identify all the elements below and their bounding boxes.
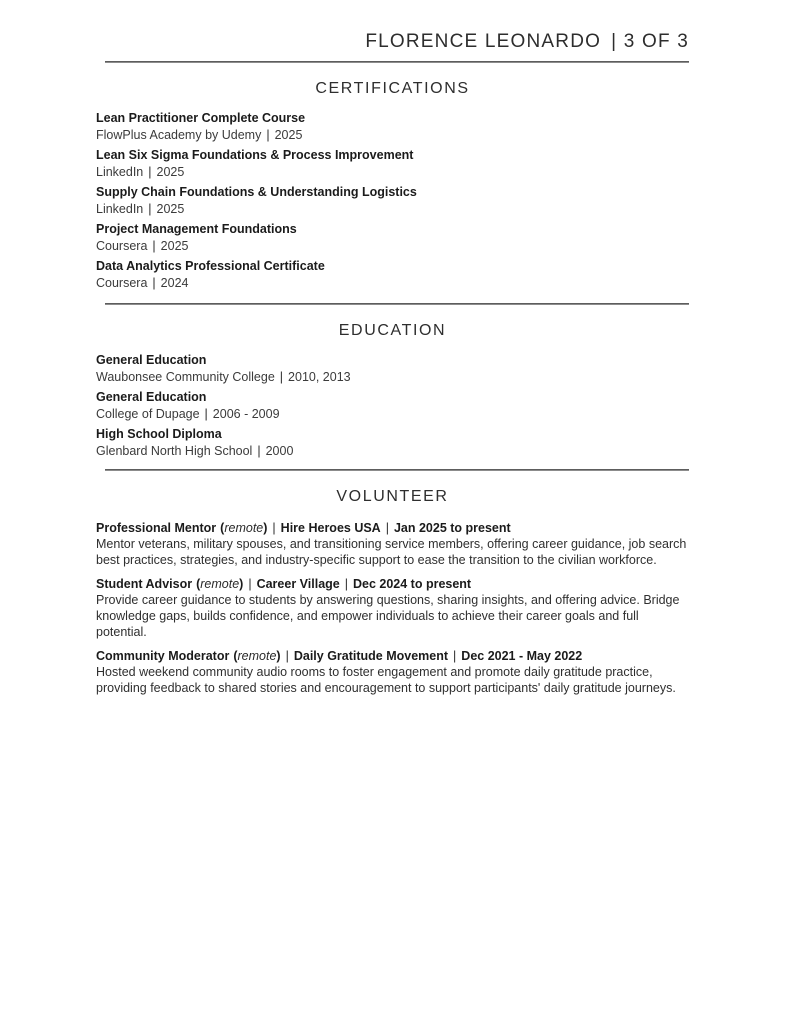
education-title: High School Diploma (96, 427, 222, 441)
pipe-separator: | (152, 239, 156, 253)
section-rule-volunteer (105, 469, 689, 471)
header-name (96, 30, 689, 53)
education-entry (96, 427, 689, 459)
volunteer-mode: remote (224, 521, 264, 535)
education-list (96, 353, 689, 459)
certification-year: 2024 (160, 276, 189, 290)
paren-close: ) (263, 521, 268, 535)
volunteer-description: Hosted weekend community audio rooms to foster engagement and promote daily gratitude practice, providing feedback to shared stories and encouragement to support participants' daily gratitude journeys. (96, 665, 676, 695)
certification-title: Lean Practitioner Complete Course (96, 111, 306, 125)
certification-entry (96, 111, 689, 143)
pipe-separator: | (385, 521, 389, 535)
certification-title: Data Analytics Professional Certificate (96, 259, 325, 273)
certification-entry (96, 222, 689, 254)
education-dates: 2000 (265, 444, 294, 458)
education-detail (96, 444, 689, 459)
pipe-separator: | (148, 165, 152, 179)
certification-title: Supply Chain Foundations & Understanding Logistics (96, 185, 417, 199)
pipe-separator: | (285, 649, 289, 663)
header-name-text: FLORENCE LEONARDO (365, 31, 602, 52)
paren-close: ) (276, 649, 281, 663)
certification-title: Lean Six Sigma Foundations & Process Improvement (96, 148, 414, 162)
certification-entry (96, 259, 689, 291)
certification-year: 2025 (156, 202, 185, 216)
certification-year: 2025 (274, 128, 303, 142)
pipe-separator: | (344, 577, 348, 591)
section-certifications (96, 79, 689, 291)
volunteer-role: Professional Mentor (96, 521, 217, 535)
volunteer-heading: VOLUNTEER (336, 488, 449, 505)
volunteer-mode: remote (237, 649, 277, 663)
education-school: College of Dupage (96, 407, 200, 421)
education-school: Waubonsee Community College (96, 370, 275, 384)
certification-entry (96, 185, 689, 217)
certification-detail (96, 239, 689, 254)
volunteer-dates: Dec 2021 - May 2022 (461, 649, 583, 663)
header-rule (105, 61, 689, 63)
volunteer-entry (96, 576, 689, 640)
header-page-indicator: | 3 OF 3 (611, 31, 689, 52)
volunteer-org: Daily Gratitude Movement (293, 649, 449, 663)
volunteer-title-line (96, 648, 689, 664)
volunteer-role: Student Advisor (96, 577, 193, 591)
certification-year: 2025 (160, 239, 189, 253)
certification-org: Coursera (96, 276, 148, 290)
volunteer-description: Mentor veterans, military spouses, and transitioning service members, offering career guidance, job search best practices, strategies, and industry-specific support to ease the transition to the civilian workforce. (96, 537, 687, 567)
section-volunteer (96, 487, 689, 696)
volunteer-entry (96, 520, 689, 568)
volunteer-role: Community Moderator (96, 649, 230, 663)
pipe-separator: | (266, 128, 270, 142)
volunteer-title-line (96, 520, 689, 536)
volunteer-description: Provide career guidance to students by answering questions, sharing insights, and offering advice. Bridge knowledge gaps, builds confidence, and empower individuals to achieve their career goals and full potential. (96, 593, 680, 639)
certification-org: Coursera (96, 239, 148, 253)
volunteer-list (96, 520, 689, 696)
certification-detail (96, 165, 689, 180)
pipe-separator: | (272, 521, 276, 535)
education-school: Glenbard North High School (96, 444, 253, 458)
certification-year: 2025 (156, 165, 185, 179)
volunteer-title-line (96, 576, 689, 592)
certification-detail (96, 276, 689, 291)
certifications-heading: CERTIFICATIONS (315, 80, 470, 97)
certification-title: Project Management Foundations (96, 222, 297, 236)
volunteer-dates: Jan 2025 to present (393, 521, 511, 535)
paren-close: ) (239, 577, 244, 591)
certification-org: LinkedIn (96, 202, 144, 216)
certification-detail (96, 128, 689, 143)
paren-open: ( (220, 521, 225, 535)
volunteer-mode: remote (200, 577, 240, 591)
pipe-separator: | (453, 649, 457, 663)
section-education (96, 321, 689, 459)
education-title: General Education (96, 353, 207, 367)
certification-org: LinkedIn (96, 165, 144, 179)
education-entry (96, 390, 689, 422)
pipe-separator: | (148, 202, 152, 216)
pipe-separator: | (152, 276, 156, 290)
volunteer-org: Career Village (256, 577, 340, 591)
paren-open: ( (196, 577, 201, 591)
education-heading: EDUCATION (338, 322, 447, 339)
certification-org: FlowPlus Academy by Udemy (96, 128, 262, 142)
education-detail (96, 407, 689, 422)
volunteer-org: Hire Heroes USA (280, 521, 381, 535)
paren-open: ( (233, 649, 238, 663)
education-title: General Education (96, 390, 207, 404)
pipe-separator: | (248, 577, 252, 591)
pipe-separator: | (204, 407, 208, 421)
certifications-list (96, 111, 689, 291)
education-entry (96, 353, 689, 385)
certification-entry (96, 148, 689, 180)
section-rule-education (105, 303, 689, 305)
pipe-separator: | (279, 370, 284, 384)
volunteer-dates: Dec 2024 to present (352, 577, 472, 591)
volunteer-entry (96, 648, 689, 696)
pipe-separator: | (257, 444, 261, 458)
education-dates: 2006 - 2009 (212, 407, 280, 421)
certification-detail (96, 202, 689, 217)
education-dates: 2010, 2013 (288, 370, 351, 384)
education-detail (96, 370, 689, 385)
